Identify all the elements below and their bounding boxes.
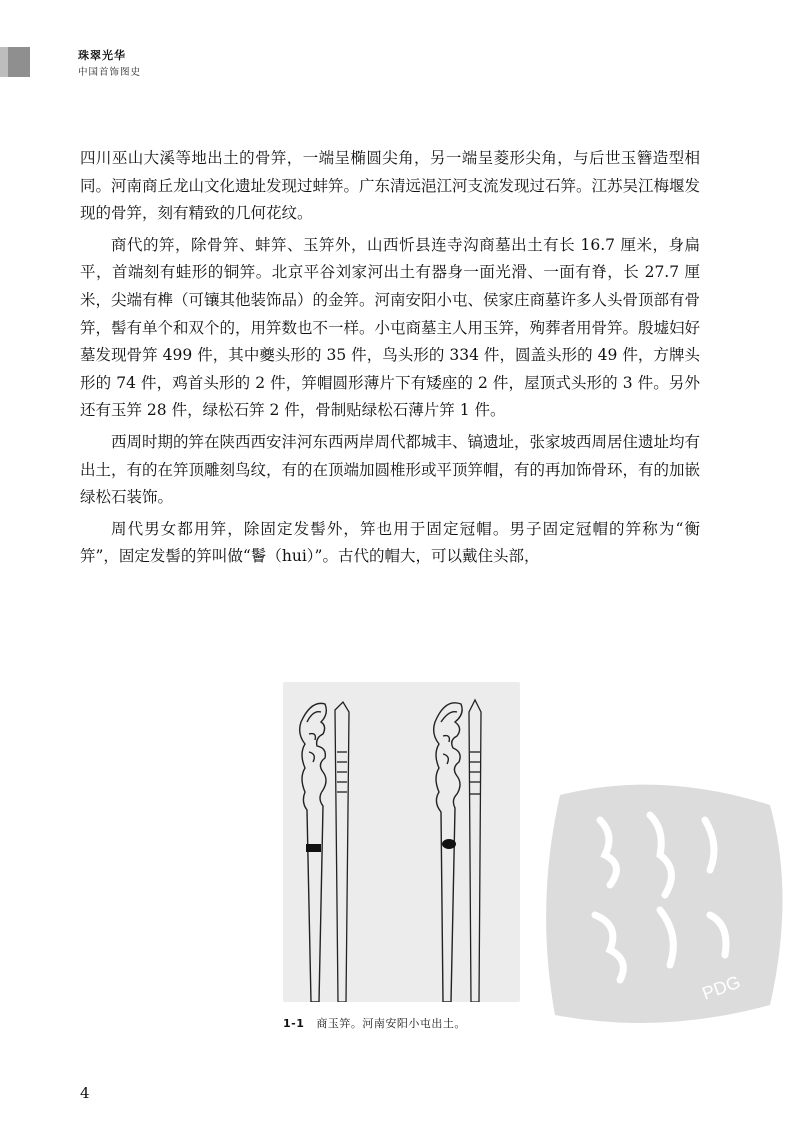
watermark-seal-shape: [546, 785, 782, 1023]
figure-caption: [283, 1015, 466, 1031]
series-title: 珠翠光华: [78, 49, 126, 62]
paragraph-2: 商代的笄，除骨笄、蚌笄、玉笄外，山西忻县连寺沟商墓出土有长 16.7 厘米，身扁平，首端刻有蛙形的铜笄。北京平谷刘家河出土有器身一面光滑、一面有脊，长 27.7 厘米，尖端有榫（可镶其他装饰品）的金笄。河南安阳小屯、侯家庄商墓许多人头骨顶部有骨笄，髻有单个和双个的，用笄数也不一样。小屯商墓主人用玉笄，殉葬者用骨笄。殷墟妇好墓发现骨笄 499 件，其中夔头形的 35 件，鸟头形的 334 件，圆盖头形的 49 件，方牌头形的 74 件，鸡首头形的 2 件，笄帽圆形薄片下有矮座的 2 件，屋顶式头形的 3 件。另外还有玉笄 28 件，绿松石笄 2 件，骨制贴绿松石薄片笄 1 件。: [80, 235, 701, 420]
hairpin-right-ornate: [434, 703, 462, 1002]
figure-caption-text: 商玉笄。河南安阳小屯出土。: [316, 1017, 466, 1030]
header-corner-mark: [0, 47, 30, 77]
body-text: [80, 145, 700, 575]
paragraph-3: 西周时期的笄在陕西西安沣河东西两岸周代都城丰、镐遗址，张家坡西周居住遗址均有出土，有的在笄顶雕刻鸟纹，有的在顶端加圆椎形或平顶笄帽，有的再加饰骨环，有的加嵌绿松石装饰。: [80, 432, 701, 507]
watermark-text: PDG: [699, 971, 744, 1004]
paragraph-1: 四川巫山大溪等地出土的骨笄，一端呈椭圆尖角，另一端呈菱形尖角，与后世玉簪造型相同。河南商丘龙山文化遗址发现过蚌笄。广东清远浥江河支流发现过石笄。江苏吴江梅堰发现的骨笄，刻有精致的几何花纹。: [80, 149, 701, 223]
paragraph-4: 周代男女都用笄，除固定发髻外，笄也用于固定冠帽。男子固定冠帽的笄称为“衡笄”，固定发髻的笄叫做“鬠（hui）”。古代的帽大，可以戴住头部，: [80, 519, 700, 566]
hairpin-left-straight: [335, 702, 349, 1002]
page-number: 4: [80, 1084, 90, 1102]
hairpin-left-ornate: [300, 703, 327, 1002]
hairpin-right-straight: [469, 700, 481, 1002]
figure-jade-hairpins: [283, 682, 520, 1002]
hairpin-right-band: [442, 839, 456, 849]
jade-hairpins-illustration: [283, 682, 520, 1002]
figure-number: 1-1: [283, 1017, 305, 1030]
hairpin-left-band: [306, 844, 321, 852]
seal-watermark-icon: [540, 775, 790, 1035]
series-subtitle: 中国首饰图史: [78, 67, 142, 78]
